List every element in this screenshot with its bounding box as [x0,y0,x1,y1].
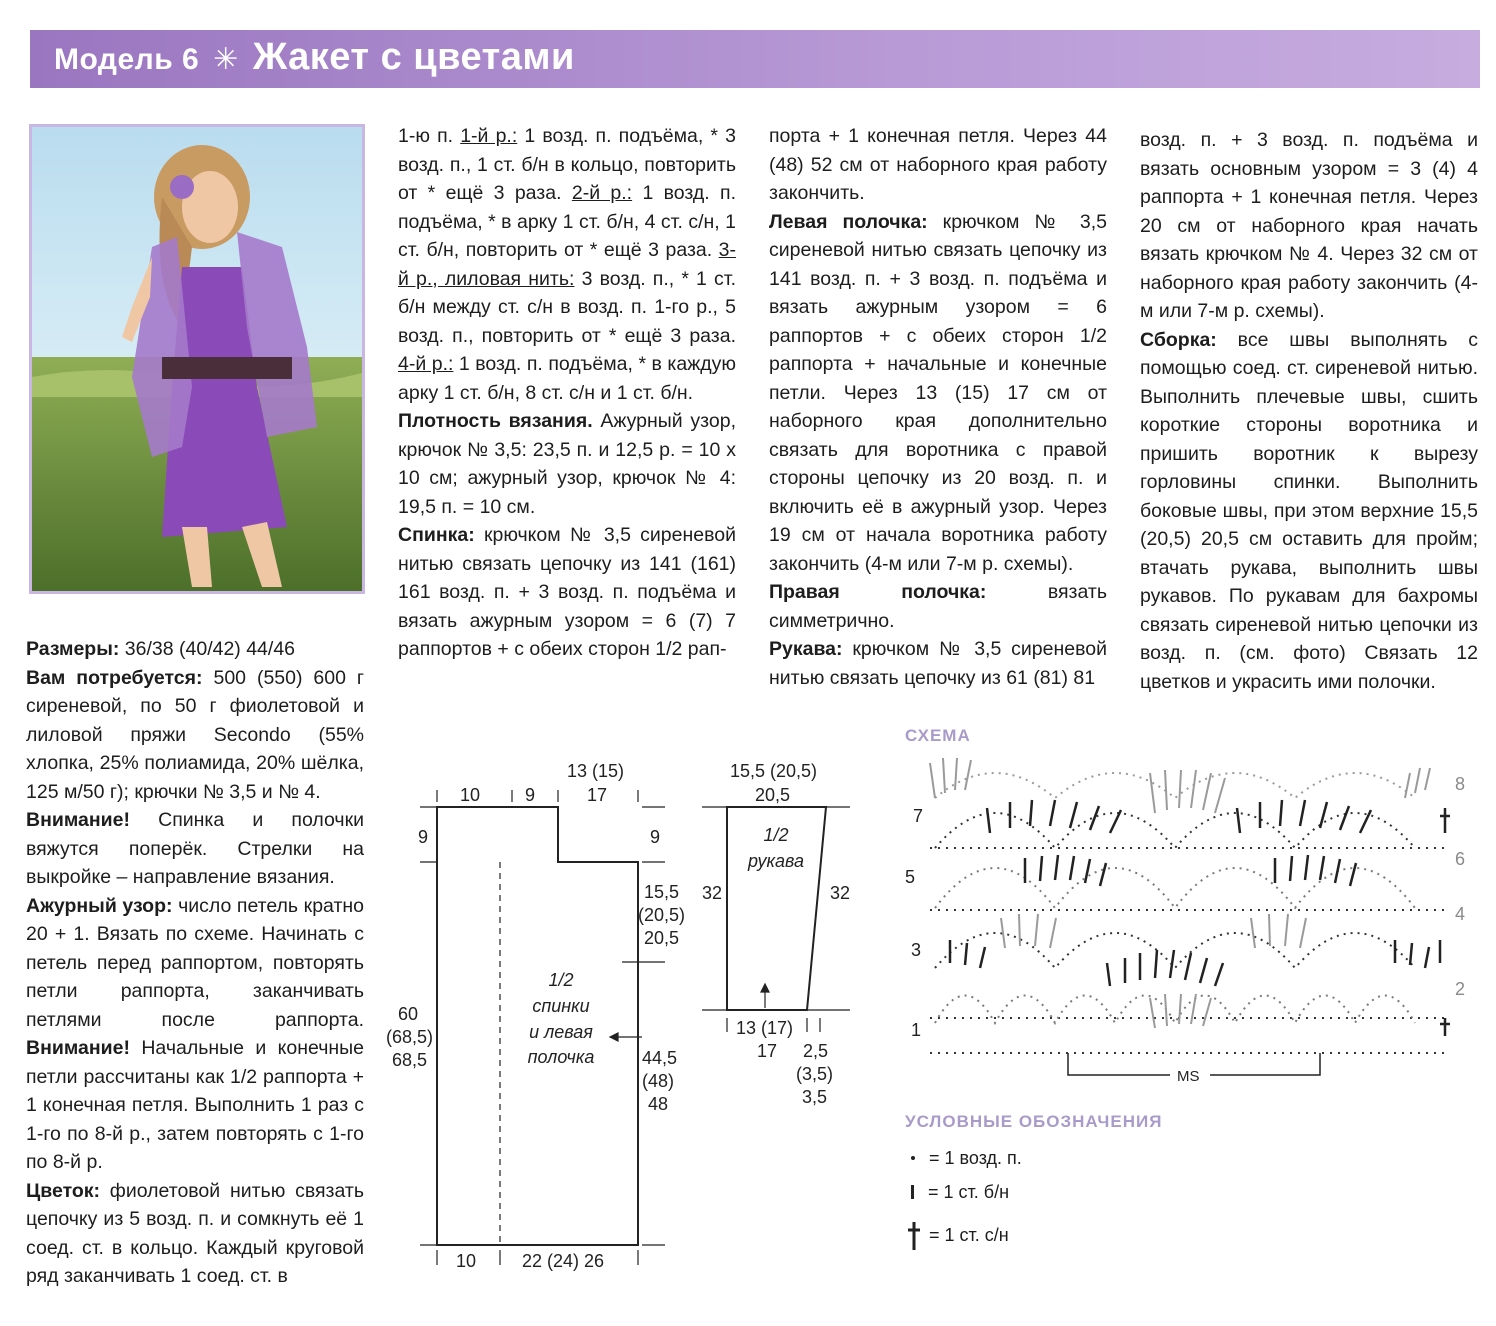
sleeve-bottom-2: 17 [757,1041,778,1061]
row-num-8: 8 [1455,774,1466,794]
dim-top-13: 13 (15) [567,761,625,781]
row-2-text: 1 возд. п. подъёма, * в арку 1 ст. б/н, 4 ст. с/н, 1 ст. б/н, повторить от * ещё 3 раза. [398,182,736,261]
dim-lower-1: 44,5 [642,1048,678,1068]
text-column-2 [398,122,736,664]
row-num-5: 5 [905,867,916,887]
model-photo [29,124,365,594]
legend-dc-text: = 1 ст. с/н [929,1224,1009,1245]
page-title: Жакет с цветами [252,36,575,78]
pattern-text: число петель кратно 20 + 1. Вязать по схеме. Начинать с петель перед раппортом, повторять петли раппорта, заканчивать петлями после раппорта. [26,894,364,1031]
dim-armhole-2: (20,5) [638,905,686,925]
density-label: Плотность вязания. [398,410,593,432]
piece-label-3: и левая [529,1022,593,1042]
dc-icon [907,1220,921,1252]
pattern-text-2: Начальные и конечные петли рассчитаны как 1/2 раппорта + 1 конечная петля. Выполнить 1 раз с 1-го по 8-й р., затем повторять с 1-го по 8-й р. [26,1037,364,1173]
row-num-6: 6 [1455,849,1466,869]
flower-text-cont: 1-ю п. [398,125,461,147]
dim-left-9: 9 [418,827,429,847]
dim-lower-3: 48 [648,1094,669,1114]
model-number: Модель 6 [54,43,200,76]
dim-top-17: 17 [587,785,608,805]
legend-sc-text: = 1 ст. б/н [928,1182,1010,1202]
dim-armhole-1: 15,5 [644,882,680,902]
sleeve-label-1: 1/2 [763,825,789,845]
legend-sc [905,1182,1009,1203]
right-front-label: Правая полочка: [769,581,987,603]
sleeve-left-32: 32 [702,883,723,903]
text-column-1 [26,635,364,1291]
right-front-text: вязать симметрично. [769,581,1107,632]
density-text: Ажурный узор, крючок № 3,5: 23,5 п. и 12,5 р. = 10 х 10 см; ажурный узор, крючок № 4: 19,5 п. = 10 см. [398,410,736,518]
dim-lower-2: (48) [642,1071,675,1091]
text-column-4 [1140,126,1478,696]
sleeve-right-32: 32 [830,883,851,903]
sizes-label: Размеры: [26,638,120,660]
assembly-text: все швы выполнять с помощью соед. ст. сиреневой нитью. Выполнить плечевые швы, сшить короткие стороны воротника и пришить воротник к вырезу горловины спинки. Выполнить боковые швы, при этом верхние 15,5 (20,5) 20,5 см оставить для пройм; втачать рукава, выполнить швы рукавов. По рукавам для бахромы связать сиреневой нитью цепочки из возд. п. (см. фото) Связать 12 цветков и украсить ими полочки. [1140,328,1478,693]
dim-top-10: 10 [460,785,481,805]
sleeve-label-2: рукава [748,851,804,871]
sleeve-bottom-1: 13 (17) [736,1018,794,1038]
pattern-attention: Внимание! [26,1037,130,1059]
row-2-label: 2-й р.: [571,182,633,204]
materials-text: 500 (550) 600 г сиреневой, по 50 г фиолетовой и лиловой пряжи Secondo (55% хлопка, 25% полиамида, 20% шёлка, 125 м/50 г); крючки № 3,5 и № 4. [26,666,364,803]
sleeves-label: Рукава: [769,638,843,660]
text-column-3 [769,122,1107,692]
row-4-label: 4-й р.: [398,353,454,375]
ms-label: MS [1177,1068,1200,1085]
sleeve-top-2: 20,5 [755,785,791,805]
sleeves-text-cont: возд. п. + 3 возд. п. подъёма и вязать основным узором = 3 (4) 4 раппорта + 1 конечная петля. Через 20 см от наборного края начать вязать крючком № 4. Через 32 см от наборного края работу закончить (4-м или 7-м р. схемы). [1140,129,1478,322]
sleeve-side-2: (3,5) [796,1064,834,1084]
row-1-label: 1-й р.: [460,125,518,147]
flower-text: фиолетовой нитью связать цепочку из 5 возд. п. и сомкнуть её 1 соед. ст. в кольцо. Каждый круговой ряд заканчивать 1 соед. ст. в [26,1179,364,1287]
legend-title: УСЛОВНЫЕ ОБОЗНАЧЕНИЯ [905,1112,1163,1131]
legend-dc [905,1220,1009,1252]
piece-label-1: 1/2 [548,970,574,990]
dim-height-2: (68,5) [386,1027,434,1047]
dim-right-9: 9 [650,827,661,847]
back-text: крючком № 3,5 сиреневой нитью связать цепочку из 141 (161) 161 возд. п. + 3 возд. п. подъёма и вязать ажурным узором = 6 (7) 7 раппортов + с обеих сторон 1/2 рап- [398,524,736,660]
row-num-1: 1 [911,1020,922,1040]
sleeve-top-1: 15,5 (20,5) [730,761,818,781]
back-text-cont: порта + 1 конечная петля. Через 44 (48) 52 см от наборного края работу закончить. [769,125,1107,204]
row-3-text: 3 возд. п., * 1 ст. б/н между ст. с/н в возд. п. 1-го р., 5 возд. п., повторить от * ещё 3 раза. [398,267,736,347]
scheme-title: СХЕМА [905,726,971,745]
sc-icon [911,1185,914,1199]
legend [905,1112,1305,1262]
piece-label-4: полочка [527,1047,595,1067]
star-icon: ✳ [213,43,239,76]
attention-label: Внимание! [26,809,130,831]
left-front-label: Левая полочка: [769,210,928,233]
dim-bottom-10: 10 [456,1251,477,1271]
dim-height-1: 60 [398,1004,419,1024]
row-num-2: 2 [1455,979,1466,999]
sizes-text: 36/38 (40/42) 44/46 [119,638,296,660]
left-front-text: крючком № 3,5 сиреневой нитью связать цепочку из 141 возд. п. + 3 возд. п. подъёма и вязать ажурным узором = 6 раппортов + с обеих сторон 1/2 раппорта + начальные и конечные петли. Через 13 (15) 17 см от наборного края дополнительно связать для воротника с правой стороны цепочку из 20 возд. п. и включить её в ажурный узор. Через 19 см от начала воротника работу закончить (4-м или 7-м р. схемы). [769,210,1108,575]
legend-chain-text: = 1 возд. п. [929,1148,1022,1168]
dim-top-9: 9 [525,785,536,805]
legend-chain [905,1148,1022,1169]
pattern-label: Ажурный узор: [26,894,173,917]
sleeves-text: крючком № 3,5 сиреневой нитью связать цепочку из 61 (81) 81 [769,638,1107,689]
row-1-text: 1 возд. п. подъёма, * 3 возд. п., 1 ст. б/н в кольцо, повторить от * ещё 3 раза. [398,125,736,204]
dim-bottom-22: 22 (24) 26 [522,1251,605,1271]
attention-text: Спинка и полочки вяжутся поперёк. Стрелки на выкройке – направление вязания. [26,809,364,888]
assembly-label: Сборка: [1140,328,1217,351]
row-num-7: 7 [913,806,924,826]
sleeve-side-1: 2,5 [803,1041,829,1061]
row-num-3: 3 [911,940,922,960]
banner-title [54,36,575,79]
row-num-4: 4 [1455,904,1466,924]
back-label: Спинка: [398,524,475,546]
dim-height-3: 68,5 [392,1050,428,1070]
dim-armhole-3: 20,5 [644,928,680,948]
materials-label: Вам потребуется: [26,666,203,689]
flower-label: Цветок: [26,1179,101,1202]
header-banner [30,30,1480,88]
sleeve-side-3: 3,5 [802,1087,828,1107]
chain-icon [911,1156,915,1160]
pattern-diagrams [380,750,880,1310]
row-4-text: 1 возд. п. подъёма, * в каждую арку 1 ст. б/н, 8 ст. с/н и 1 ст. б/н. [398,353,736,404]
piece-label-2: спинки [532,996,590,1016]
row-3-label: 3-й р., лиловая нить: [398,239,736,290]
crochet-scheme [895,718,1485,1088]
